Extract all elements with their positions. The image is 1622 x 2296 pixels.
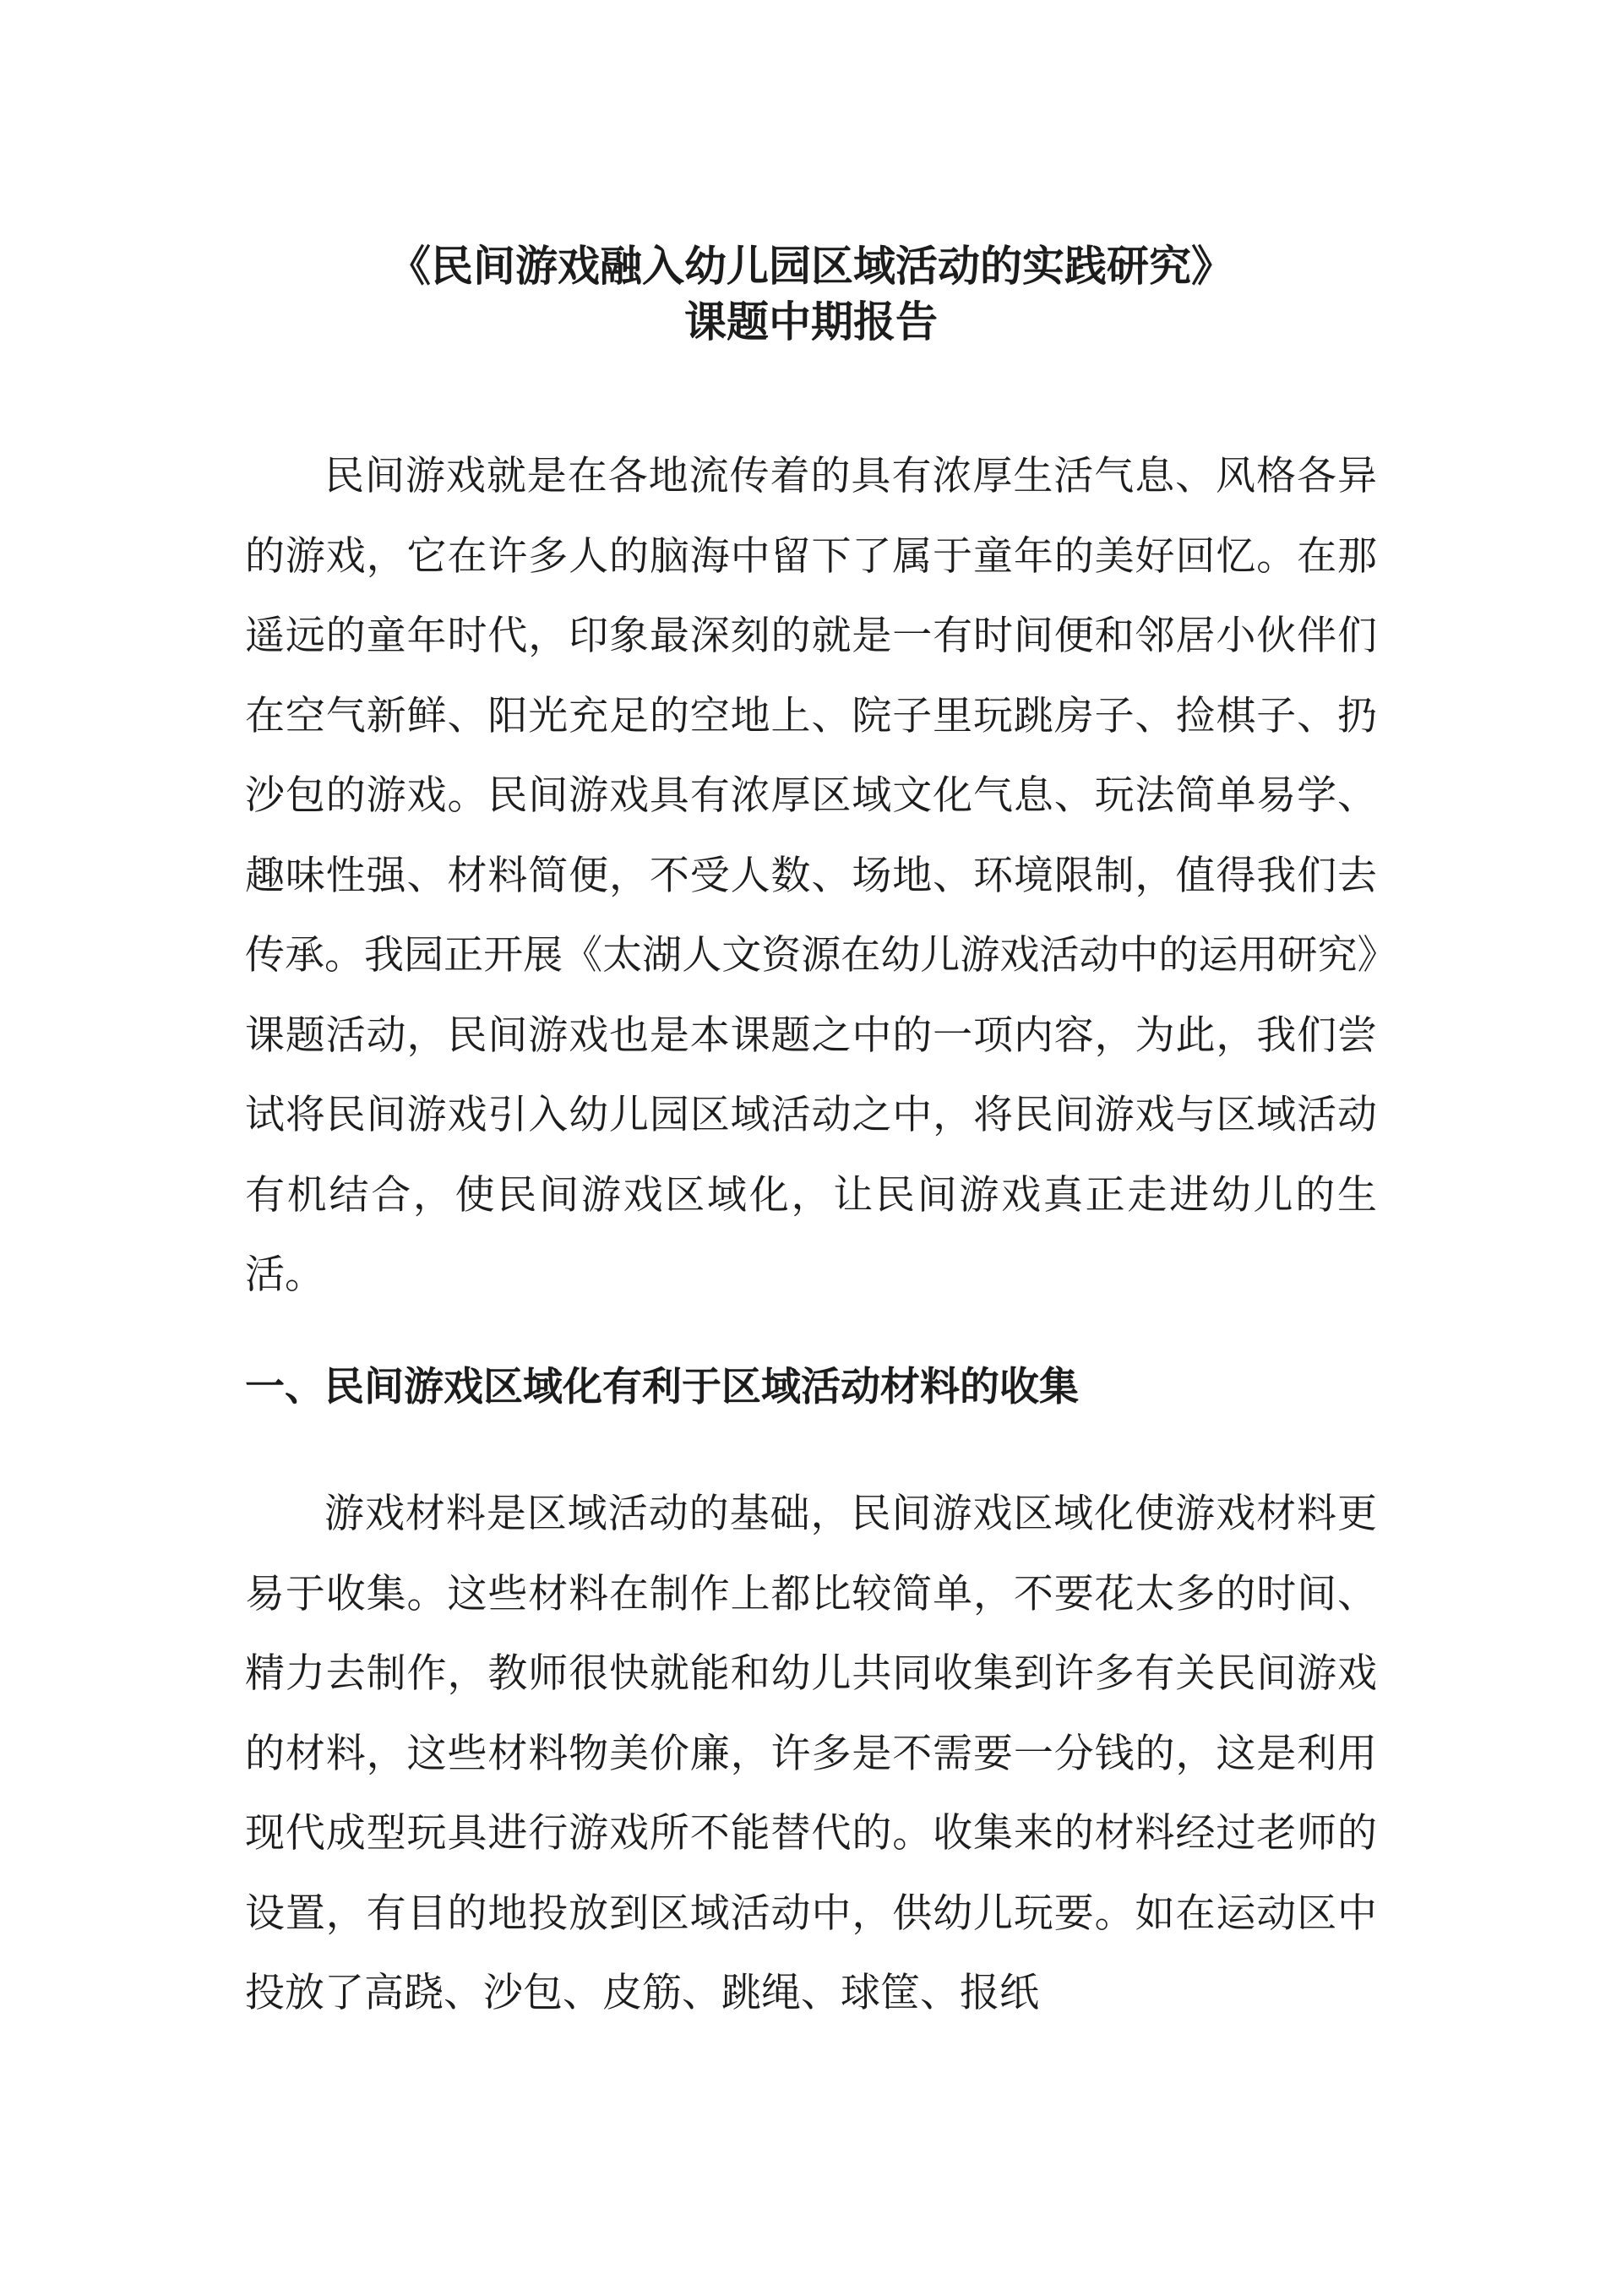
title-line-2: 课题中期报告 (684, 297, 938, 346)
title-line-1: 《民间游戏融入幼儿园区域活动的实践研究》 (389, 241, 1233, 291)
section-1-paragraph: 游戏材料是区域活动的基础，民间游戏区域化使游戏材料更易于收集。这些材料在制作上都比较简单，不要花太多的时间、精力去制作，教师很快就能和幼儿共同收集到许多有关民间游戏的材料，这些材料物美价廉，许多是不需要一分钱的，这是利用现代成型玩具进行游戏所不能替代的。收集来的材料经过老师的设置，有目的地投放到区域活动中，供幼儿玩要。如在运动区中投放了高跷、沙包、皮筋、跳绳、球筐、报纸 (245, 1491, 1377, 2016)
section-1-heading: 一、民间游戏区域化有利于区域活动材料的收集 (245, 1364, 1079, 1410)
intro-paragraph: 民间游戏就是在各地流传着的具有浓厚生活气息、风格各异的游戏，它在许多人的脑海中留下了属于童年的美好回忆。在那遥远的童年时代，印象最深刻的就是一有时间便和邻居小伙伴们在空气新鲜、阳光充足的空地上、院子里玩跳房子、捡棋子、扔沙包的游戏。民间游戏具有浓厚区域文化气息、玩法简单易学、趣味性强、材料简便，不受人数、场地、环境限制，值得我们去传承。我园正开展《太湖人文资源在幼儿游戏活动中的运用研究》课题活动，民间游戏也是本课题之中的一项内容，为此，我们尝试将民间游戏引入幼儿园区域活动之中，将民间游戏与区域活动有机结合，使民间游戏区域化，让民间游戏真正走进幼儿的生活。 (245, 453, 1377, 1298)
document-title (0, 238, 1622, 350)
